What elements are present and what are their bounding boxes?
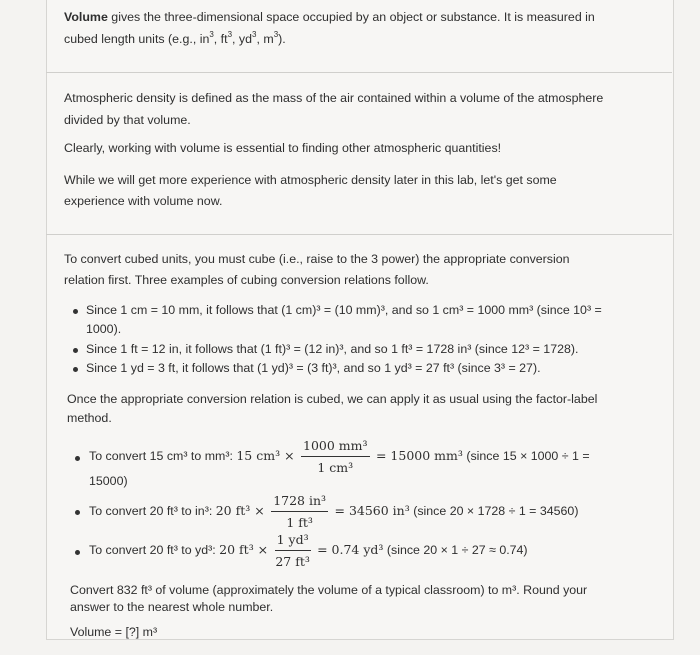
once-line2: method. — [67, 411, 112, 425]
volume-term: Volume — [64, 10, 108, 24]
bullet-dot — [75, 510, 80, 515]
bullet-ft: Since 1 ft = 12 in, it follows that (1 ft)³ = (12 in)³, and so 1 ft³ = 1728 in³ (since 12³ = 1728). — [86, 342, 579, 356]
convert-line1: To convert cubed units, you must cube (i.e., raise to the 3 power) the appropriate conversion — [64, 252, 570, 266]
density-line2: divided by that volume. — [64, 113, 191, 127]
convert-line2: relation first. Three examples of cubing conversion relations follow. — [64, 273, 429, 287]
question-line1: Convert 832 ft³ of volume (approximately the volume of a typical classroom) to m³. Round your — [70, 583, 588, 597]
bullet-cm-line2: 1000). — [86, 322, 122, 336]
example-cm-to-mm-line2: 15000) — [89, 474, 128, 488]
while-line1: While we will get more experience with atmospheric density later in this lab, let's get some — [64, 173, 557, 187]
bullet-dot — [73, 367, 78, 372]
question-line2: answer to the nearest whole number. — [70, 600, 274, 614]
volume-definition-line2: cubed length units (e.g., $in^3$, $ft^3$, $yd^3$, $m^3$). — [64, 29, 286, 46]
volume-definition-line1: Volume gives the three-dimensional space occupied by an object or substance. It is measured in — [64, 10, 595, 24]
example-cm-to-mm: To convert 15 cm³ to mm³: 15 cm³ × $\frac{\text{1000 mm³}}{\text{1 cm³}}$ = 15000 mm³ (since 15 × 1000 ÷ 1 = — [89, 438, 590, 475]
density-line1: Atmospheric density is defined as the mass of the air contained within a volume of the atmosphere — [64, 91, 604, 105]
while-line2: experience with volume now. — [64, 194, 223, 208]
bullet-dot — [75, 550, 80, 555]
section-divider — [46, 72, 672, 73]
clearly-text: Clearly, working with volume is essential to finding other atmospheric quantities! — [64, 141, 502, 155]
once-line1: Once the appropriate conversion relation is cubed, we can apply it as usual using the factor-label — [67, 392, 598, 406]
fraction: $\frac{\text{1728 in³}}{\text{1 ft³}}$ — [273, 493, 327, 530]
bullet-dot — [73, 348, 78, 353]
bullet-cm-line1: Since 1 cm = 10 mm, it follows that (1 cm)³ = (10 mm)³, and so 1 cm³ = 1000 mm³ (since 10³ = — [86, 303, 602, 317]
fraction: $\frac{\text{1000 mm³}}{\text{1 cm³}}$ — [303, 438, 368, 475]
example-ft-to-in: To convert 20 ft³ to in³: 20 ft³ × $\frac{\text{1728 in³}}{\text{1 ft³}}$ = 34560 in³ (since 20 × 1728 ÷ 1 = 34560) — [89, 493, 579, 530]
section-divider — [46, 234, 672, 235]
bullet-yd: Since 1 yd = 3 ft, it follows that (1 yd)³ = (3 ft)³, and so 1 yd³ = 27 ft³ (since 3³ = 27). — [86, 361, 541, 375]
bullet-dot — [73, 309, 78, 314]
example-ft-to-yd: To convert 20 ft³ to yd³: 20 ft³ × $\frac{\text{1 yd³}}{\text{27 ft³}}$ = 0.74 yd³ (since 20 × 1 ÷ 27 ≈ 0.74) — [89, 532, 528, 569]
answer-field[interactable]: Volume = [?] m³ — [70, 625, 158, 639]
bullet-dot — [75, 456, 80, 461]
fraction: $\frac{\text{1 yd³}}{\text{27 ft³}}$ — [275, 532, 310, 569]
